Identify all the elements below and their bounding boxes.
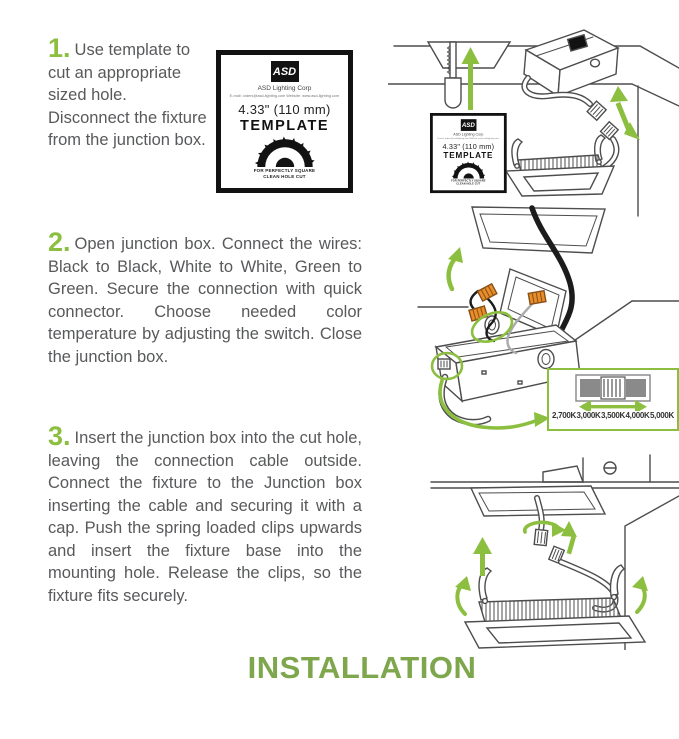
step2-illustration xyxy=(390,205,679,445)
step3-text xyxy=(48,421,362,607)
fixture-frame xyxy=(506,166,614,196)
step1-body: Use template to cut an appropriate sized hole. Disconnect the fixture from the junction box. xyxy=(48,41,207,149)
step2-body: Open junction box. Connect the wires: Black to Black, White to White, Green to Green. Secure the connection with quick connector. Choose needed color temperature by adjusting the switch. Close the junction box. xyxy=(48,235,362,366)
downlight-fixture xyxy=(506,135,614,196)
cct-slide-switch xyxy=(567,373,659,411)
downlight-fixture xyxy=(465,565,645,648)
quick-connector xyxy=(478,284,497,301)
cutting-template-card xyxy=(216,50,353,193)
step3-number: 3. xyxy=(48,421,71,451)
asd-logo: ASD xyxy=(271,61,299,82)
page-title: INSTALLATION xyxy=(247,650,477,685)
cct-option: 3,500K xyxy=(601,411,625,420)
cct-option: 5,000K xyxy=(650,411,674,420)
template-footer: FOR PERFECTLY SQUARE CLEAN HOLE CUT xyxy=(253,168,316,179)
step2-number: 2. xyxy=(48,227,71,257)
template-replica-wrap xyxy=(430,113,507,193)
cutting-template-card-small xyxy=(430,113,507,193)
asd-logo: ASD xyxy=(461,119,477,131)
saw-blade-icon xyxy=(450,161,487,178)
template-footer: FOR PERFECTLY SQUARE CLEAN HOLE CUT xyxy=(451,179,486,185)
cct-options xyxy=(549,411,677,420)
junction-box-side xyxy=(543,466,583,482)
step1-illustration xyxy=(388,18,679,218)
cct-option: 4,000K xyxy=(625,411,650,420)
open-lid-arrow-icon xyxy=(448,247,463,289)
template-company: ASD Lighting Corp xyxy=(453,132,484,137)
cct-selector-inset xyxy=(547,368,679,431)
template-size: 4.33" (110 mm) xyxy=(442,142,495,151)
clip-arrow-left-icon xyxy=(455,576,471,614)
template-company: ASD Lighting Corp xyxy=(257,85,312,92)
above-ceiling-box xyxy=(543,455,650,482)
fixture-frame xyxy=(465,616,645,648)
junction-box xyxy=(524,30,618,96)
step3-body: Insert the junction box into the cut hole, leaving the connection cable outside. Connect the fixture to the Junction box inserting the cable and securing it with a cap. Push the spring loaded clips upwards and insert the fixture base into the mounting hole. Release the clips, so the fixture fits securely. xyxy=(48,429,362,605)
template-size: 4.33" (110 mm) xyxy=(238,102,331,117)
step3-scene xyxy=(385,440,679,650)
connector-female xyxy=(534,529,548,545)
black-wire xyxy=(471,291,478,309)
template-contact: E-mail: orders@asd-lighting.com Website: www.asd-lighting.com xyxy=(229,93,340,98)
step1-text xyxy=(48,33,212,152)
template-label: TEMPLATE xyxy=(239,118,330,134)
step1-number: 1. xyxy=(48,33,71,63)
step2-text xyxy=(48,227,362,368)
quick-connector xyxy=(469,306,487,321)
quick-connector xyxy=(528,291,546,305)
template-contact: E-mail: orders@asd-lighting.com Website: www.asd-lighting.com xyxy=(437,137,500,140)
clip-arrow-right-icon xyxy=(632,576,648,612)
cct-option: 2,700K xyxy=(552,411,576,420)
ceiling-hole xyxy=(472,207,605,253)
step3-illustration xyxy=(385,440,679,650)
template-label: TEMPLATE xyxy=(443,151,494,161)
saw-blade-icon xyxy=(252,136,318,167)
cct-option: 3,000K xyxy=(576,411,601,420)
spring-clip-right xyxy=(610,565,624,596)
